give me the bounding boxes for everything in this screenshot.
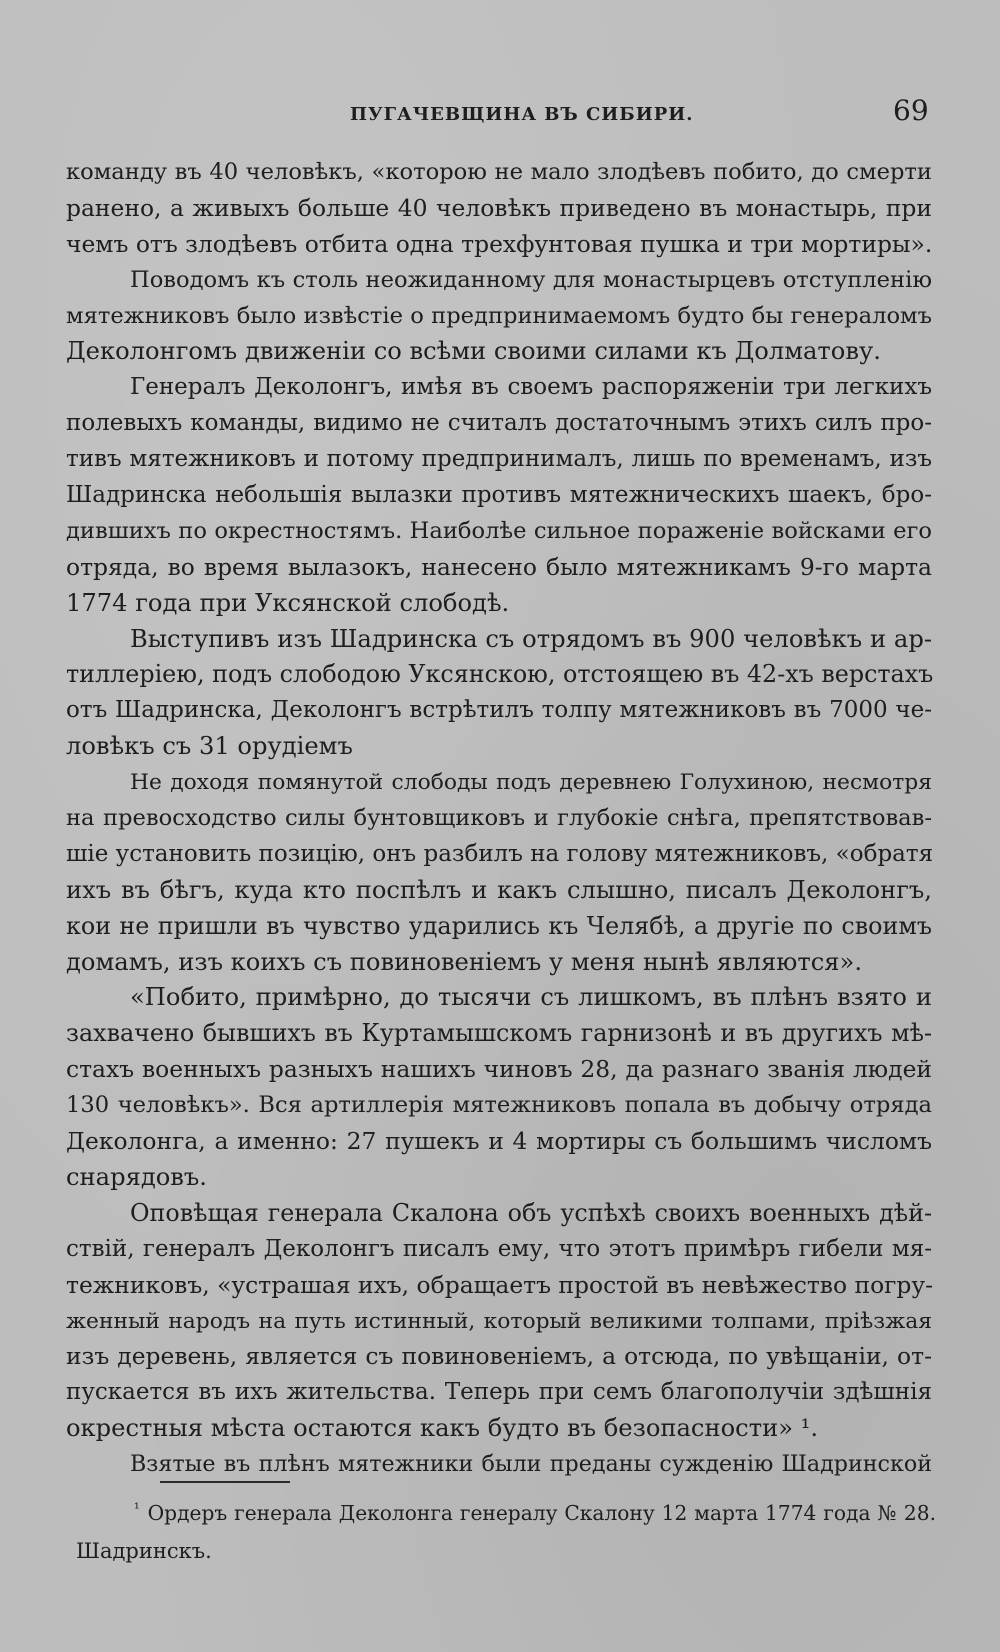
text-line: ихъ въ бѣгъ, куда кто поспѣлъ и какъ слышно, писалъ Деколонгъ, bbox=[66, 875, 932, 904]
text-line: Не доходя помянутой слободы подъ деревнею Голухиною, несмотря bbox=[130, 770, 932, 796]
text-line: тиллеріею, подъ слободою Уксянскою, отстоящею въ 42-хъ верстахъ bbox=[66, 660, 934, 689]
text-line: 1774 года при Уксянской слободѣ. bbox=[66, 588, 510, 617]
text-line: Оповѣщая генерала Скалона объ успѣхѣ своихъ военныхъ дѣй- bbox=[130, 1198, 932, 1227]
text-line: изъ деревень, является съ повиновеніемъ, а отсюда, по увѣщаніи, от- bbox=[66, 1342, 932, 1371]
footnote-mark: ¹ bbox=[134, 1501, 140, 1517]
text-line: ствій, генералъ Деколонгъ писалъ ему, что этотъ примѣръ гибели мя- bbox=[66, 1235, 932, 1262]
footnote-text: Ордеръ генерала Деколонга генералу Скалону 12 марта 1774 года № 28. bbox=[147, 1501, 936, 1525]
text-line: 130 человѣкъ». Вся артиллерія мятежниковъ попала въ добычу отряда bbox=[66, 1092, 932, 1119]
text-line: Генералъ Деколонгъ, имѣя въ своемъ распоряженіи три легкихъ bbox=[130, 374, 932, 401]
text-line: команду въ 40 человѣкъ, «которою не мало злодѣевъ побито, до смерти bbox=[66, 159, 932, 185]
text-line: чемъ отъ злодѣевъ отбита одна трехфунтовая пушка и три мортиры». bbox=[66, 229, 933, 258]
page-number: 69 bbox=[893, 94, 929, 127]
text-line: тежниковъ, «устрашая ихъ, обращаетъ простой въ невѣжество погру- bbox=[66, 1270, 934, 1299]
text-line: Поводомъ къ столь неожиданному для монастырцевъ отступленію bbox=[130, 266, 932, 293]
text-line: Шадринска небольшія вылазки противъ мятежническихъ шаекъ, бро- bbox=[66, 482, 932, 509]
text-line: стахъ военныхъ разныхъ нашихъ чиновъ 28, да разнаго званія людей bbox=[66, 1055, 932, 1084]
text-line: окрестныя мѣста остаются какъ будто въ безопасности» ¹. bbox=[66, 1414, 819, 1443]
text-line: Выступивъ изъ Шадринска съ отрядомъ въ 900 человѣкъ и ар- bbox=[130, 624, 932, 653]
text-line: домамъ, изъ коихъ съ повиновеніемъ у меня нынѣ являются». bbox=[66, 947, 863, 976]
text-line: «Побито, примѣрно, до тысячи съ лишкомъ, въ плѣнъ взято и bbox=[130, 983, 932, 1012]
footnotes bbox=[76, 1494, 936, 1570]
text-line: ловѣкъ съ 31 орудіемъ bbox=[66, 732, 353, 761]
text-line: Деколонга, а именно: 27 пушекъ и 4 мортиры съ большимъ числомъ bbox=[66, 1127, 932, 1156]
text-line: отъ Шадринска, Деколонгъ встрѣтилъ толпу мятежниковъ въ 7000 че- bbox=[66, 697, 932, 724]
text-line: дившихъ по окрестностямъ. Наиболѣе сильное пораженіе войсками его bbox=[66, 517, 932, 544]
text-line: захвачено бывшихъ въ Куртамышскомъ гарнизонѣ и въ другихъ мѣ- bbox=[66, 1019, 932, 1048]
text-line: на превосходство силы бунтовщиковъ и глубокіе снѣга, препятствовав- bbox=[66, 805, 932, 832]
running-head bbox=[0, 94, 1000, 134]
text-line: полевыхъ команды, видимо не считалъ достаточнымъ этихъ силъ про- bbox=[66, 410, 932, 437]
text-line: ранено, а живыхъ больше 40 человѣкъ приведено въ монастырь, при bbox=[66, 193, 932, 222]
text-line: тивъ мятежниковъ и потому предпринималъ, лишь по временамъ, изъ bbox=[66, 446, 932, 473]
text-line: снарядовъ. bbox=[66, 1162, 207, 1191]
text-line: мятежниковъ было извѣстіе о предпринимаемомъ будто бы генераломъ bbox=[66, 302, 932, 329]
text-line: отряда, во время вылазокъ, нанесено было мятежникамъ 9-го марта bbox=[66, 552, 932, 581]
text-line: шіе установить позицію, онъ разбилъ на голову мятежниковъ, «обратя bbox=[66, 840, 934, 867]
footnote-line bbox=[76, 1494, 936, 1532]
text-line: Деколонгомъ движеніи со всѣми своими силами къ Долматову. bbox=[66, 337, 881, 366]
text-line: кои не пришли въ чувство ударились къ Челябѣ, а другіе по своимъ bbox=[66, 911, 932, 940]
body-text bbox=[66, 155, 932, 1483]
footnote-divider bbox=[160, 1481, 290, 1483]
footnote-line: Шадринскъ. bbox=[76, 1539, 212, 1563]
running-title: ПУГАЧЕВЩИНА ВЪ СИБИРИ. bbox=[350, 104, 694, 125]
text-line: женный народъ на путь истинный, который великими толпами, пріѣзжая bbox=[66, 1308, 932, 1334]
text-line: пускается въ ихъ жительства. Теперь при семъ благополучіи здѣшнія bbox=[66, 1379, 932, 1406]
text-line: Взятые въ плѣнъ мятежники были преданы сужденію Шадринской bbox=[130, 1451, 932, 1478]
